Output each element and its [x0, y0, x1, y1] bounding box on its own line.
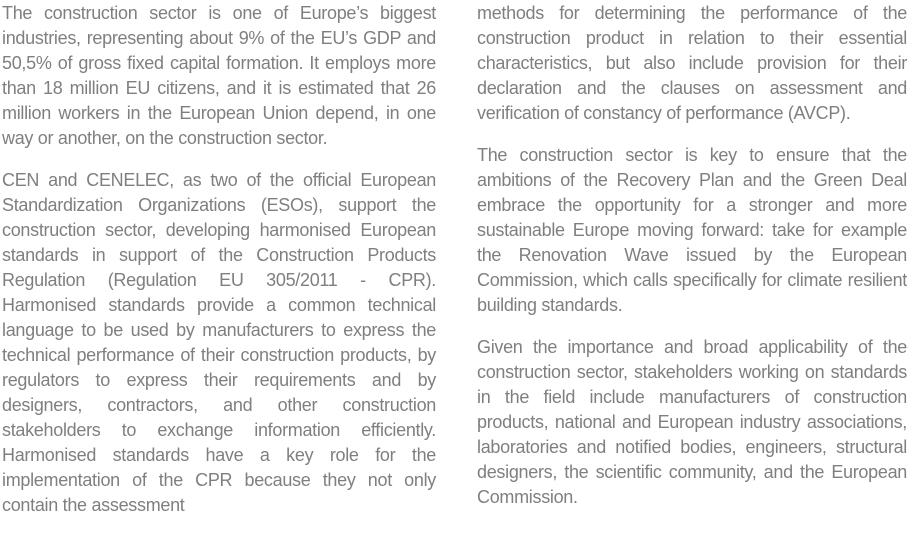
body-paragraph: CEN and CENELEC, as two of the official European Standardization Organizations (ESOs), support the construction sector, developing harmonised European standards in support of the Construction Products Regulation (Regulation EU 305/2011 - CPR). Harmonised standards provide a common technical language to be used by manufacturers to express the technical performance of their construction products, by regulators to express their requirements and by designers, contractors, and other construction stakeholders to exchange information efficiently. Harmonised standards have a key role for the implementation of the CPR because they not only contain the assessment: [2, 170, 436, 515]
body-paragraph: methods for determining the performance of the construction product in relation to their essential characteristics, but also include provision for their declaration and the clauses on assessment and verification of constancy of performance (AVCP).: [477, 3, 907, 123]
right-column: [477, 1, 907, 543]
body-paragraph: The construction sector is key to ensure that the ambitions of the Recovery Plan and the Green Deal embrace the opportunity for a stronger and more sustainable Europe moving forward: take for example the Renovation Wave issued by the European Commission, which calls specifically for climate resilient building standards.: [477, 145, 907, 315]
body-paragraph: The construction sector is one of Europe’s biggest industries, representing about 9% of the EU’s GDP and 50,5% of gross fixed capital formation. It employs more than 18 million EU citizens, and it is estimated that 26 million workers in the European Union depend, in one way or another, on the construction sector.: [2, 3, 436, 148]
left-column: [2, 1, 436, 543]
body-paragraph: Given the importance and broad applicability of the construction sector, stakeholders working on standards in the field include manufacturers of construction products, national and European industry associations, laboratories and notified bodies, engineers, structural designers, the scientific community, and the European Commission.: [477, 337, 907, 507]
